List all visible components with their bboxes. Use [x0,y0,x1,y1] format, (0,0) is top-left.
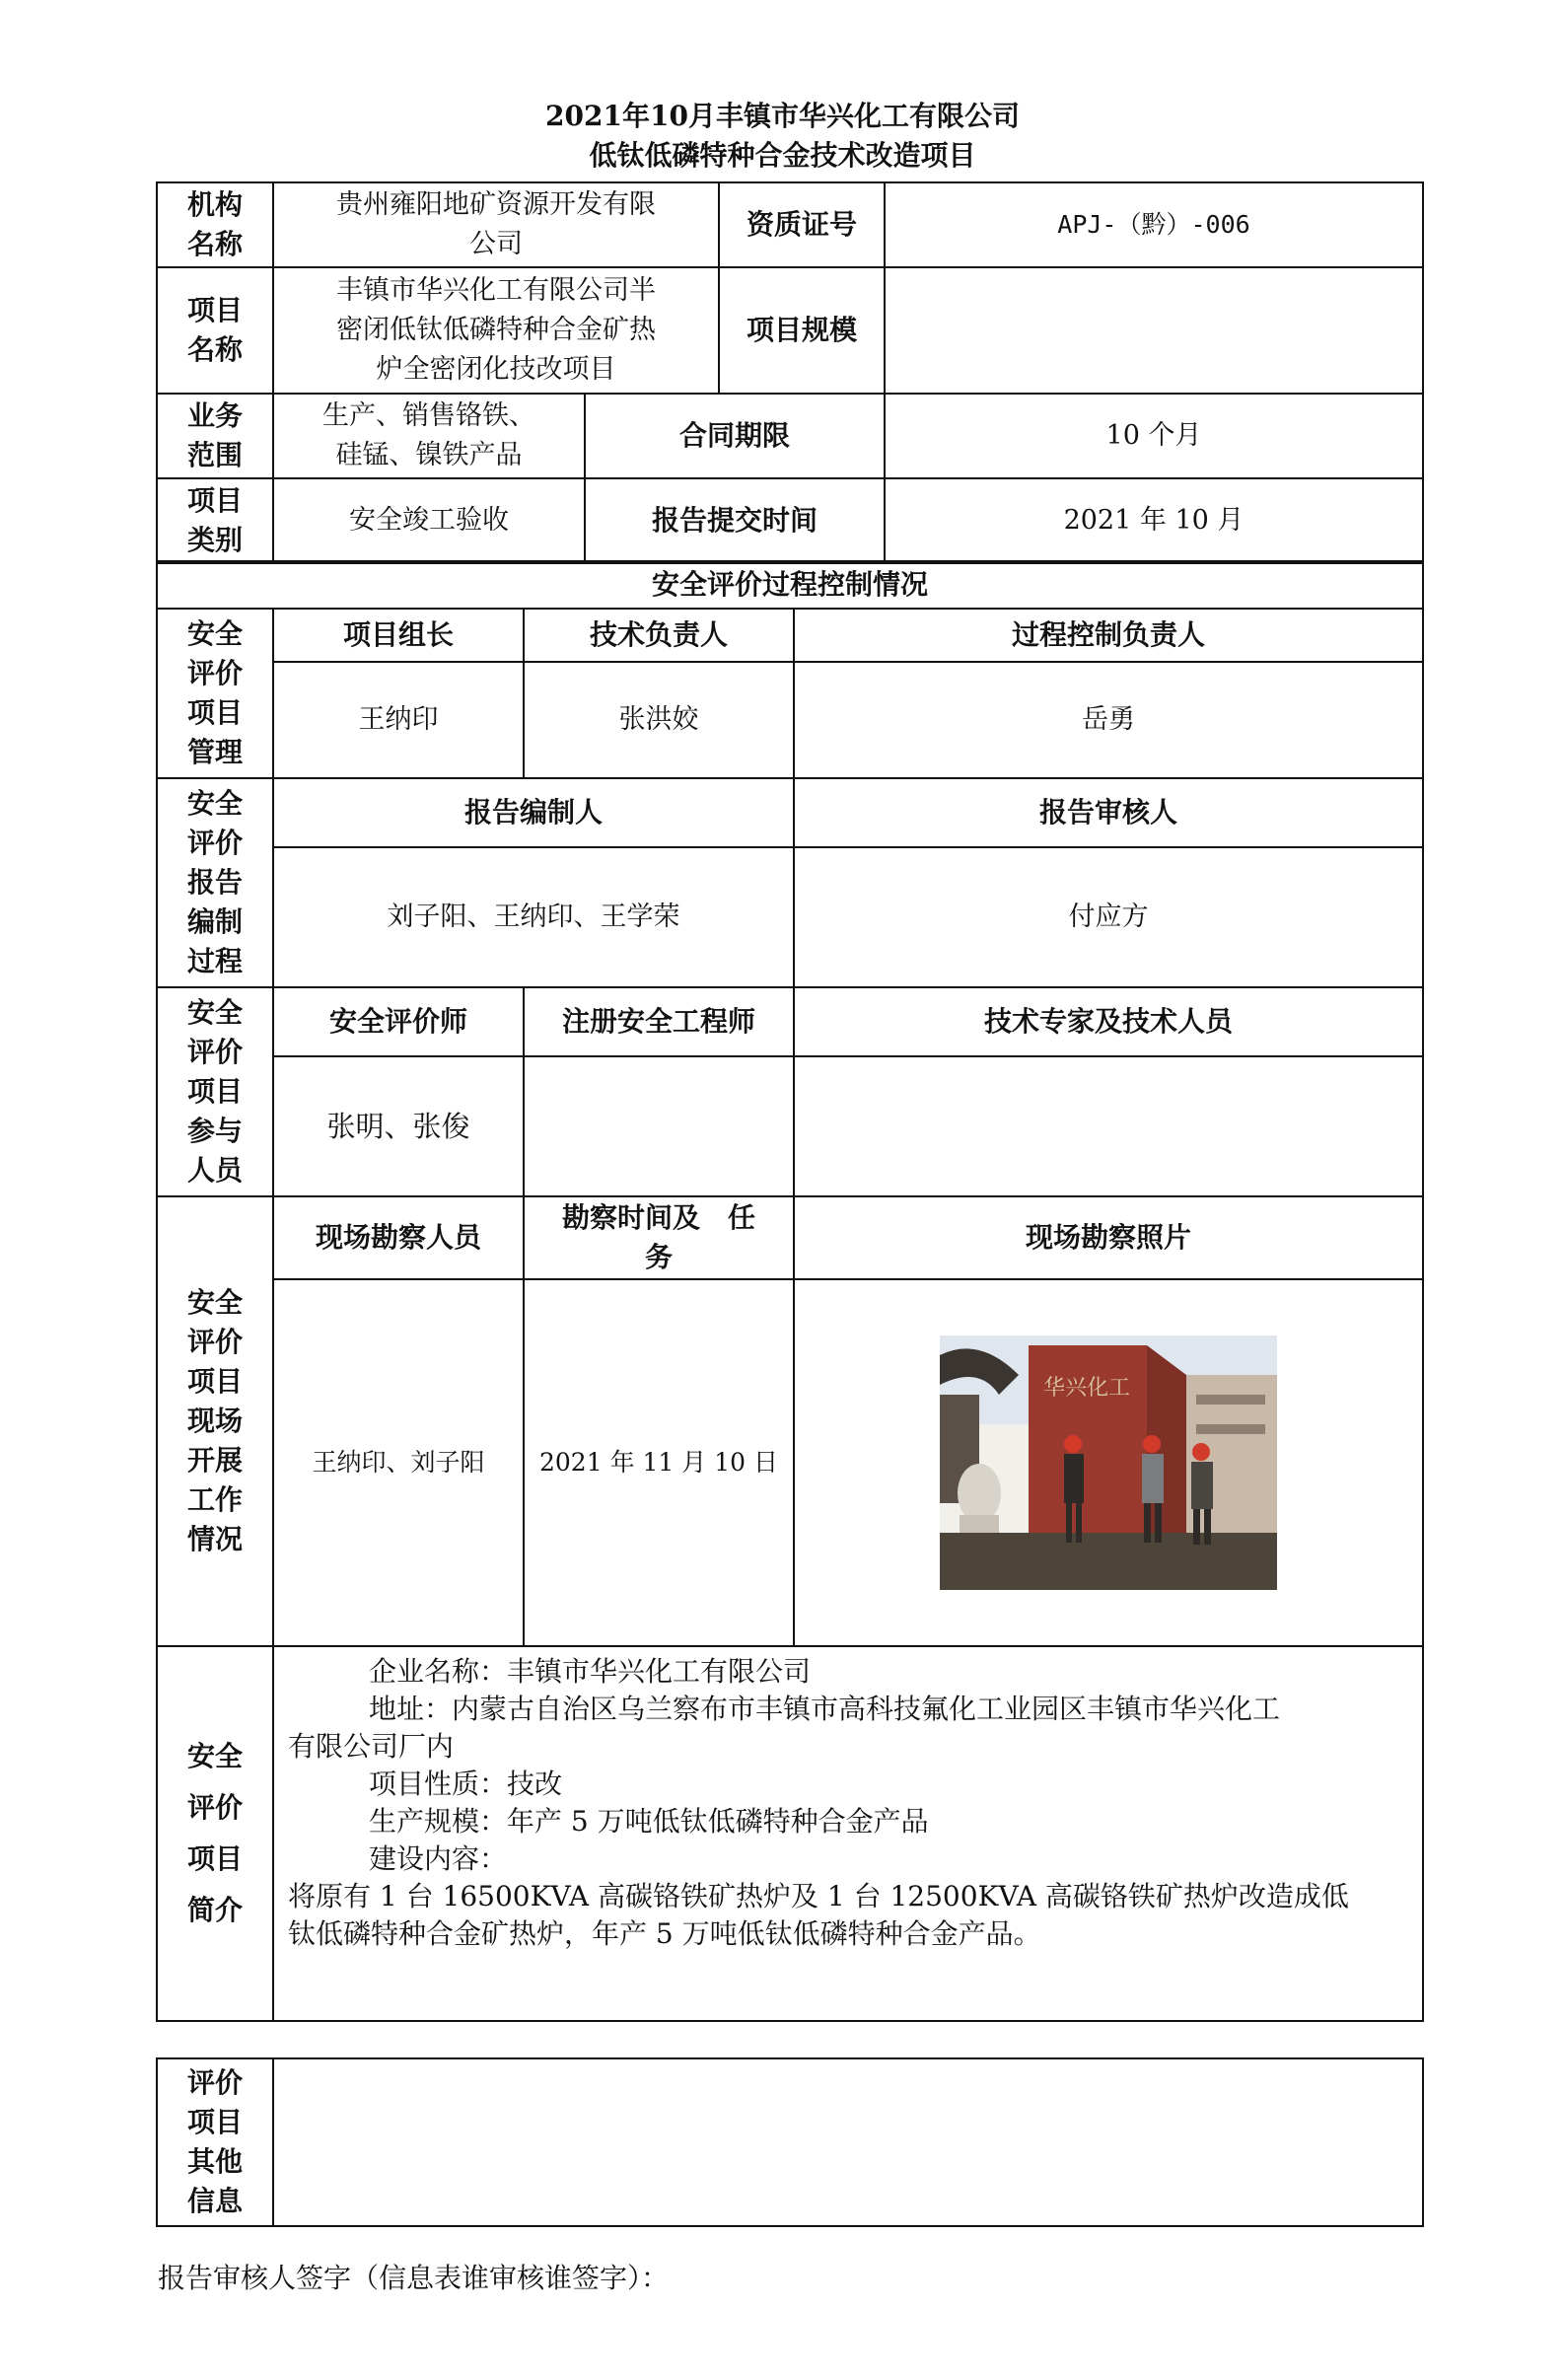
members-label: 安全 评价 项目 参与 人员 [157,987,273,1196]
contract-value: 10 个月 [885,394,1423,478]
compile-header-reviewer: 报告审核人 [794,778,1423,847]
intro-nature: 项目性质：技改 [369,1767,563,1800]
intro-content [273,1646,1423,2021]
members-header-experts: 技术专家及技术人员 [794,987,1423,1056]
site-header-time: 勘察时间及 任 务 [524,1196,794,1279]
type-value: 安全竣工验收 [273,478,585,563]
project-label: 项目 名称 [157,267,273,394]
members-header-engineer: 注册安全工程师 [524,987,794,1056]
intro-label: 安全 评价 项目 简介 [157,1646,273,2021]
submit-value: 2021 年 10 月 [885,478,1423,563]
photo-sign-text: 华兴化工 [1043,1376,1131,1401]
mgmt-header-control: 过程控制负责人 [794,609,1423,662]
business-value: 生产、销售铬铁、 硅锰、镍铁产品 [273,394,585,478]
compile-value-reviewer: 付应方 [794,847,1423,987]
intro-address-2: 有限公司厂内 [288,1730,455,1763]
reviewer-signature-line: 报告审核人签字（信息表谁审核谁签字）： [158,2262,670,2294]
site-header-photo: 现场勘察照片 [794,1196,1423,1279]
process-table [156,560,1424,2022]
info-table [156,181,1424,564]
mgmt-header-tech: 技术负责人 [524,609,794,662]
doc-title-line2: 低钛低磷特种合金技术改造项目 [589,139,976,172]
members-value-engineer [524,1056,794,1196]
intro-capacity: 生产规模：年产 5 万吨低钛低磷特种合金产品 [369,1805,929,1838]
intro-content-1: 将原有 1 台 16500KVA 高碳铬铁矿热炉及 1 台 12500KVA 高碳铬铁矿热炉改造成低 [288,1880,1349,1912]
org-value: 贵州雍阳地矿资源开发有限 公司 [273,182,719,267]
site-survey-photo [940,1335,1277,1590]
intro-content-2: 钛低磷特种合金矿热炉，年产 5 万吨低钛低磷特种合金产品。 [288,1917,1041,1950]
org-label: 机构 名称 [157,182,273,267]
site-photo-cell [794,1279,1423,1646]
business-label: 业务 范围 [157,394,273,478]
mgmt-value-control: 岳勇 [794,662,1423,778]
site-label: 安全 评价 项目 现场 开展 工作 情况 [157,1196,273,1646]
submit-label: 报告提交时间 [585,478,885,563]
compile-label: 安全 评价 报告 编制 过程 [157,778,273,987]
site-value-staff: 王纳印、刘子阳 [273,1279,524,1646]
other-value [273,2058,1423,2226]
cert-label: 资质证号 [719,182,885,267]
other-label: 评价 项目 其他 信息 [157,2058,273,2226]
compile-value-author: 刘子阳、王纳印、王学荣 [273,847,794,987]
doc-title-line1: 2021年10月丰镇市华兴化工有限公司 [545,100,1020,132]
intro-content-label: 建设内容： [369,1842,508,1875]
contract-label: 合同期限 [585,394,885,478]
intro-company: 企业名称：丰镇市华兴化工有限公司 [369,1655,812,1688]
site-header-staff: 现场勘察人员 [273,1196,524,1279]
members-header-evaluator: 安全评价师 [273,987,524,1056]
type-label: 项目 类别 [157,478,273,563]
site-value-date: 2021 年 11 月 10 日 [524,1279,794,1646]
members-value-evaluator: 张明、张俊 [273,1056,524,1196]
mgmt-value-tech: 张洪姣 [524,662,794,778]
intro-address-1: 地址：内蒙古自治区乌兰察布市丰镇市高科技氟化工业园区丰镇市华兴化工 [369,1693,1281,1725]
mgmt-value-leader: 王纳印 [273,662,524,778]
other-info-table [156,2057,1424,2227]
members-value-experts [794,1056,1423,1196]
scale-label: 项目规模 [719,267,885,394]
cert-value: APJ-（黔）-006 [885,182,1423,267]
compile-header-author: 报告编制人 [273,778,794,847]
project-value: 丰镇市华兴化工有限公司半 密闭低钛低磷特种合金矿热 炉全密闭化技改项目 [273,267,719,394]
mgmt-header-leader: 项目组长 [273,609,524,662]
mgmt-label: 安全 评价 项目 管理 [157,609,273,778]
scale-value [885,267,1423,394]
process-section-title: 安全评价过程控制情况 [157,561,1423,609]
